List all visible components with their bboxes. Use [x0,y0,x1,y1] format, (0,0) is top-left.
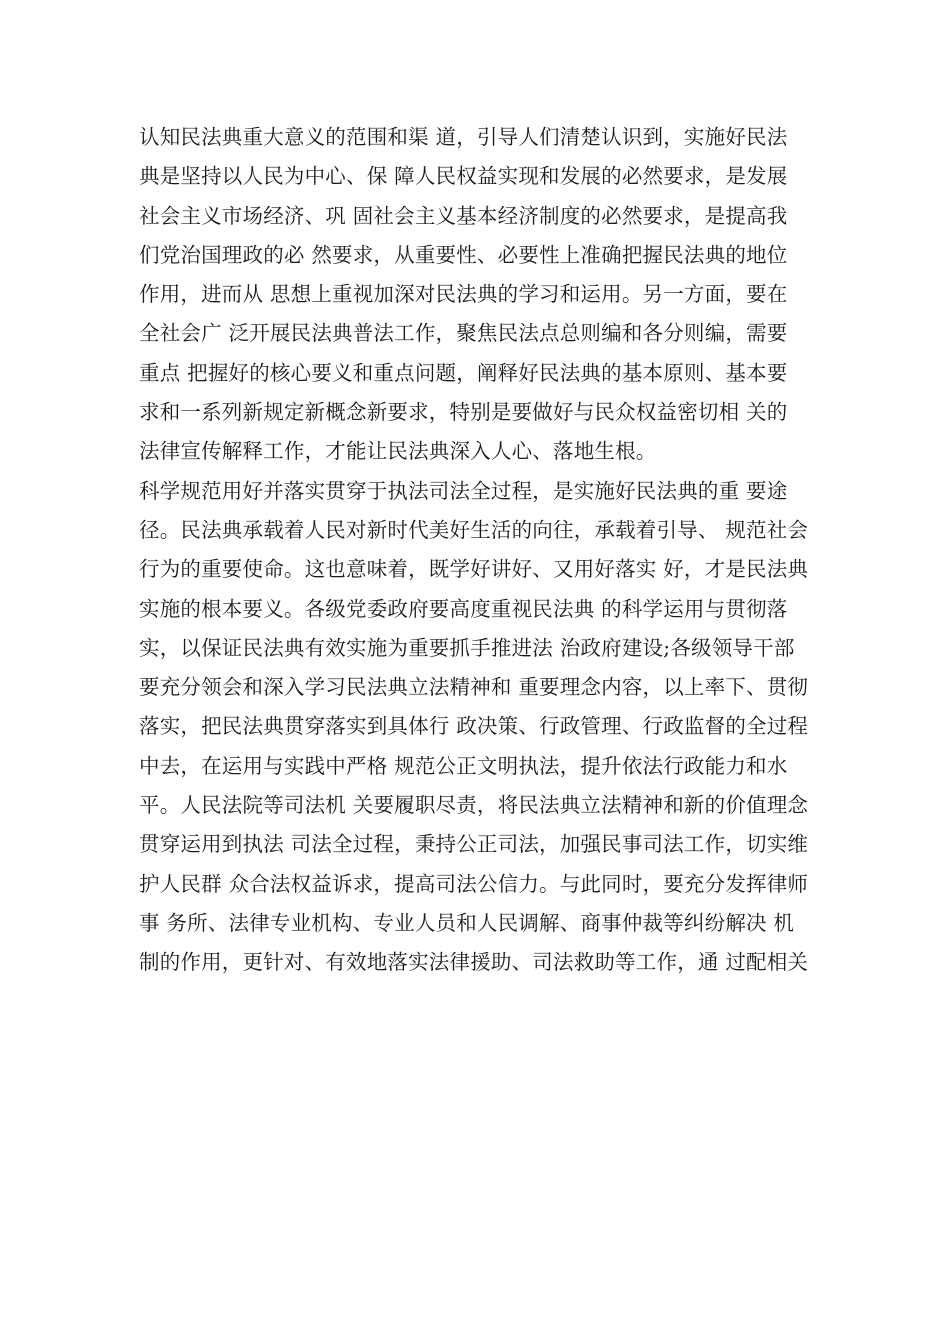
body-text [139,118,839,983]
text-line: 事 务所、法律专业机构、专业人员和人民调解、商事仲裁等纠纷解决 机 [139,910,795,935]
text-line: 们党治国理政的必 然要求，从重要性、必要性上准确把握民法典的地位 [139,242,788,267]
text-line: 社会主义市场经济、巩 固社会主义基本经济制度的必然要求，是提高我 [139,203,788,228]
text-line: 法律宣传解释工作，才能让民法典深入人心、落地生根。 [139,439,657,464]
text-line: 认知民法典重大意义的范围和渠 道，引导人们清楚认识到，实施好民法 [139,125,788,149]
text-line: 平。人民法院等司法机 关要履职尽责，将民法典立法精神和新的价值理念 [139,793,809,818]
text-line: 作用，进而从 思想上重视加深对民法典的学习和运用。另一方面，要在 [139,282,788,307]
text-line: 要充分领会和深入学习民法典立法精神和 重要理念内容，以上率下、贯彻 [139,675,809,700]
text-line: 护人民群 众合法权益诉求，提高司法公信力。与此同时，要充分发挥律师 [139,871,809,896]
text-line: 实，以保证民法典有效实施为重要抓手推进法 治政府建设;各级领导干部 [139,635,795,660]
text-line: 实施的根本要义。各级党委政府要高度重视民法典 的科学运用与贯彻落 [139,596,788,621]
text-line: 贯穿运用到执法 司法全过程，秉持公正司法，加强民事司法工作，切实维 [139,832,809,857]
text-line: 全社会广 泛开展民法典普法工作，聚焦民法点总则编和各分则编，需要 [139,321,788,346]
text-line: 求和一系列新规定新概念新要求，特别是要做好与民众权益密切相 关的 [139,400,788,425]
text-line: 落实，把民法典贯穿落实到具体行 政决策、行政管理、行政监督的全过程 [139,714,809,739]
text-line: 行为的重要使命。这也意味着，既学好讲好、又用好落实 好，才是民法典 [139,557,809,582]
text-line: 径。民法典承载着人民对新时代美好生活的向往，承载着引导、 规范社会 [139,517,809,542]
text-line: 科学规范用好并落实贯穿于执法司法全过程，是实施好民法典的重 要途 [139,478,788,503]
text-line: 中去，在运用与实践中严格 规范公正文明执法，提升依法行政能力和水 [139,753,788,778]
text-line: 制的作用，更针对、有效地落实法律援助、司法救助等工作，通 过配相关 [139,950,809,975]
text-line: 典是坚持以人民为中心、保 障人民权益实现和发展的必然要求，是发展 [139,164,788,189]
text-line: 重点 把握好的核心要义和重点问题，阐释好民法典的基本原则、基本要 [139,360,788,385]
